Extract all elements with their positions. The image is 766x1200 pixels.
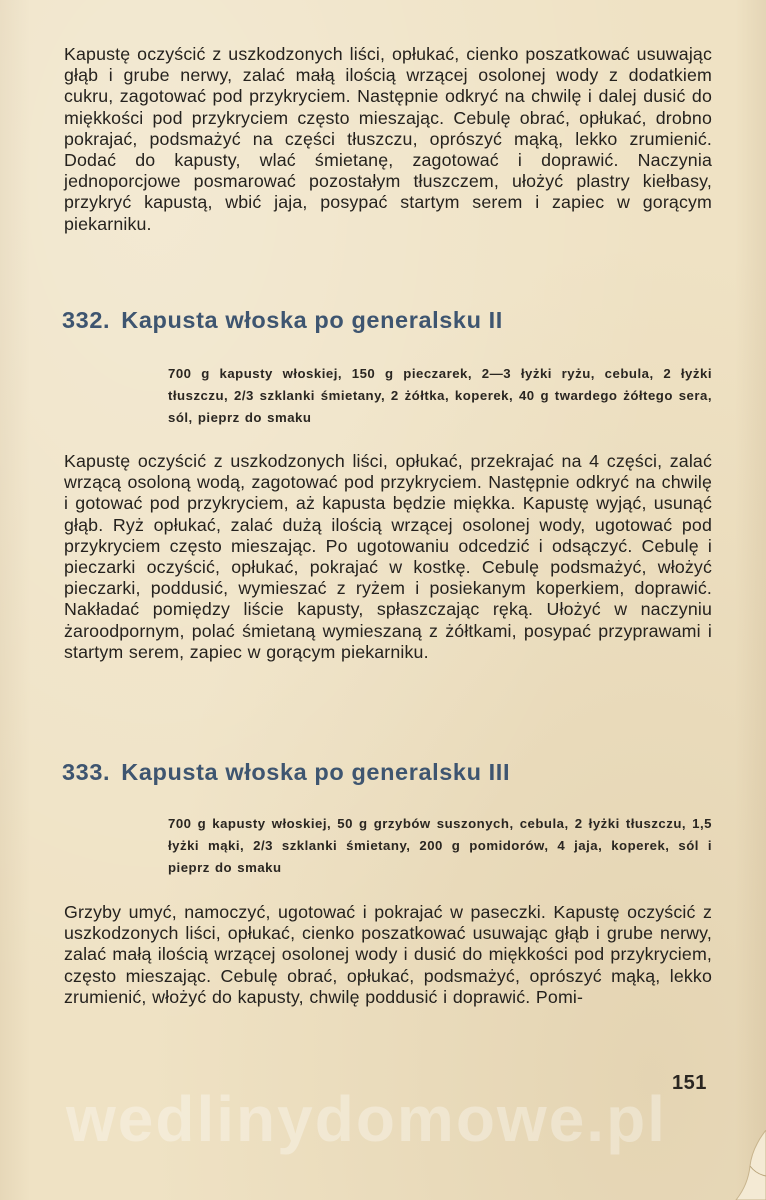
recipe-number: 333. [62,759,111,785]
intro-paragraph: Kapustę oczyścić z uszkodzonych liści, opłukać, cienko poszatkować usuwając głąb i grube nerwy, zalać małą ilością wrzącej osolonej wody z dodatkiem cukru, zagotować pod przykryciem. Następnie odkryć na chwilę i dalej dusić do miękkości pod przykryciem często mieszając. Cebulę obrać, opłukać, drobno pokrajać, podsmażyć na części tłuszczu, oprószyć mąką, lekko zrumienić. Dodać do kapusty, wlać śmietanę, zagotować i doprawić. Naczynia jednoporcjowe posmarować pozostałym tłuszczem, ułożyć plastry kiełbasy, przykryć kapustą, wbić jaja, posypać startym serem i zapiec w gorącym piekarniku. [64,44,712,234]
recipe-heading-333 [62,759,510,786]
recipe-title: Kapusta włoska po generalsku II [121,307,503,333]
recipe-ingredients-333: 700 g kapusty włoskiej, 50 g grzybów suszonych, cebula, 2 łyżki tłuszczu, 1,5 łyżki mąki, 2/3 szklanki śmietany, 200 g pomidorów, 4 jaja, koperek, sól i pieprz do smaku [168,816,712,876]
recipe-heading-332 [62,307,503,334]
page-corner-curl-icon [726,1130,766,1200]
recipe-instructions-333: Grzyby umyć, namoczyć, ugotować i pokrajać w paseczki. Kapustę oczyścić z uszkodzonych liści, opłukać, cienko poszatkować usuwając głąb i grube nerwy, zalać małą ilością wrzącej osolonej wody i dusić do miękkości pod przykryciem, często mieszając. Cebulę obrać, opłukać, podsmażyć, oprószyć mąką, lekko zrumienić, włożyć do kapusty, chwilę poddusić i doprawić. Pomi- [64,902,712,1007]
page-number: 151 [672,1072,707,1094]
watermark: wedlinydomowe.pl [66,1083,667,1155]
recipe-title: Kapusta włoska po generalsku III [121,759,511,785]
recipe-number: 332. [62,307,111,333]
recipe-instructions-332: Kapustę oczyścić z uszkodzonych liści, opłukać, przekrajać na 4 części, zalać wrzącą osoloną wodą, zagotować pod przykryciem. Następnie odkryć na chwilę i gotować pod przykryciem, aż kapusta będzie miękka. Kapustę wyjąć, usunąć głąb. Ryż opłukać, zalać dużą ilością wrzącej osolonej wody, ugotować pod przykryciem często mieszając. Po ugotowaniu odcedzić i odsączyć. Cebulę i pieczarki oczyścić, opłukać, pokrajać w kostkę. Cebulę podsmażyć, włożyć pieczarki, poddusić, wymieszać z ryżem i posiekanym koperkiem, doprawić. Nakładać pomiędzy liście kapusty, spłaszczając ręką. Ułożyć w naczyniu żaroodpornym, polać śmietaną wymieszaną z żółtkami, posypać przyprawami i startym serem, zapiec w gorącym piekarniku. [64,451,712,662]
recipe-ingredients-332: 700 g kapusty włoskiej, 150 g pieczarek, 2—3 łyżki ryżu, cebula, 2 łyżki tłuszczu, 2/3 szklanki śmietany, 2 żółtka, koperek, 40 g twardego żółtego sera, sól, pieprz do smaku [168,366,712,426]
